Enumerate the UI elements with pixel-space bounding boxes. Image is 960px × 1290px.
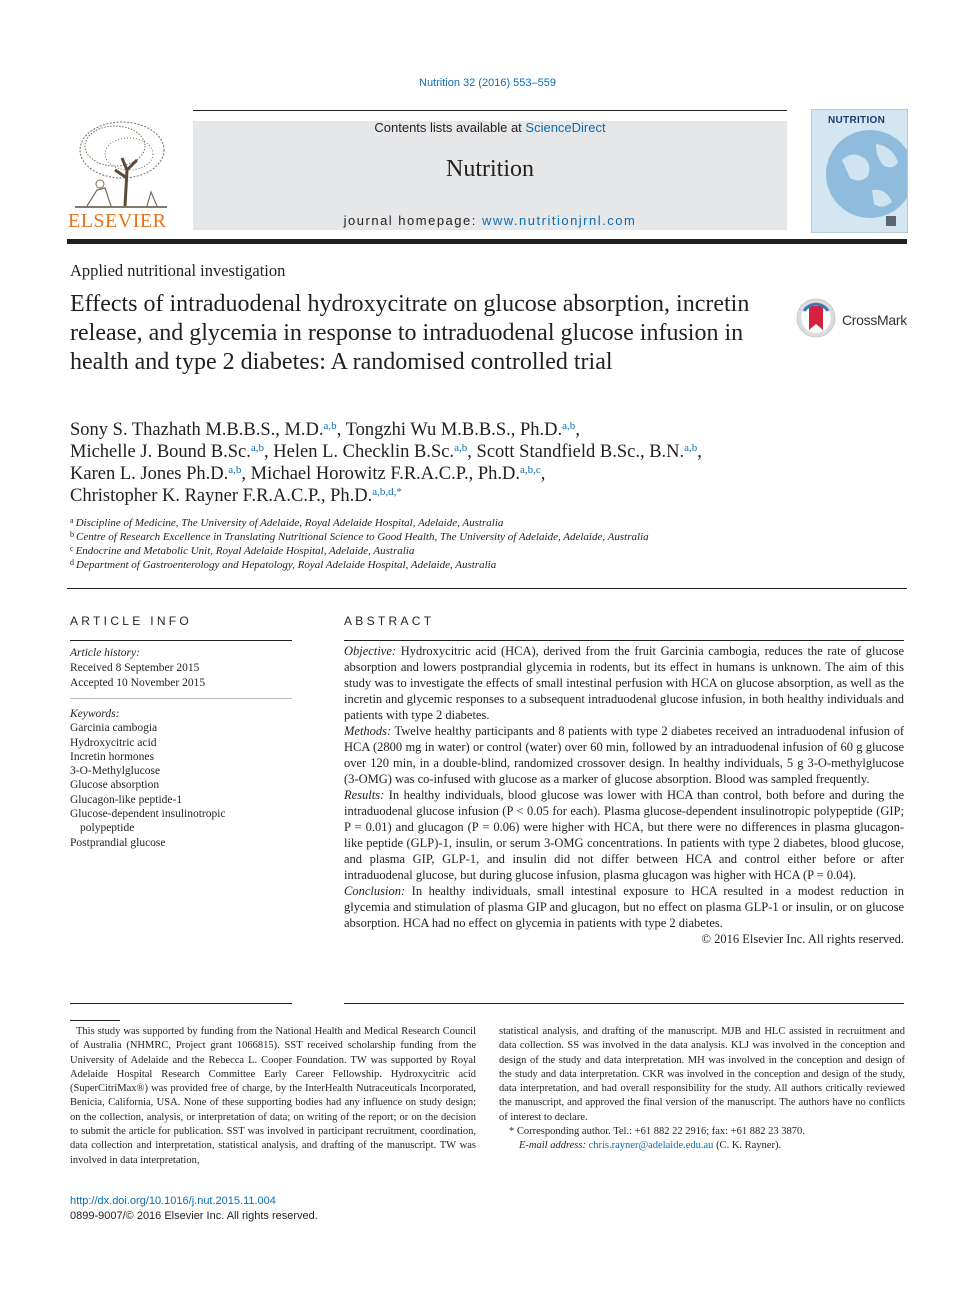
author-affiliation-marks[interactable]: a,b <box>250 442 265 454</box>
keywords-list <box>70 707 292 850</box>
keyword: Garcinia cambogia <box>70 722 158 735</box>
keywords-label: Keywords: <box>70 708 120 720</box>
results-label: Results: <box>344 788 385 802</box>
article-info-rule <box>70 640 292 641</box>
author <box>70 442 273 462</box>
homepage-link[interactable]: www.nutritionjrnl.com <box>481 213 637 228</box>
methods-label: Methods: <box>344 724 392 738</box>
author-affiliation-marks[interactable]: a,b <box>684 442 698 454</box>
title-block-rule <box>67 588 907 589</box>
footnote-rule <box>70 1020 120 1021</box>
affiliation-list <box>70 516 910 572</box>
author-separator: , <box>241 464 251 484</box>
author-affiliation-marks[interactable]: a,b <box>454 442 468 454</box>
affiliation-text: Centre of Research Excellence in Translating Nutritional Science to Good Health, The University of Adelaide, Adelaide, Australia <box>76 531 649 543</box>
header-thick-rule <box>67 239 907 244</box>
author <box>70 486 402 506</box>
conclusion-label: Conclusion: <box>344 884 406 898</box>
author-affiliation-marks[interactable]: a,b <box>323 420 337 432</box>
author-name: Christopher K. Rayner F.R.A.C.P., Ph.D. <box>70 486 373 506</box>
keyword: 3-O-Methylglucose <box>70 765 161 778</box>
contributions-text: statistical analysis, and drafting of the manuscript. MJB and HLC assisted in recruitment and data collection. SS was involved in the data analysis. KLJ was involved in the conception and design of the study and data interpretation. MH was involved in the conception and design of the study and data interpretation. CKR was involved in the conception and design of the study, data interpretation, and had overall responsibility for the study. All authors critically reviewed the manuscript, and approved the final version of the manuscript. The authors have no conflicts of interest to declare. <box>499 1026 905 1123</box>
article-info-heading: ARTICLE INFO <box>70 614 193 628</box>
author <box>273 442 476 462</box>
keyword: Glucagon-like peptide-1 <box>70 793 183 806</box>
abstract-heading: ABSTRACT <box>344 614 435 628</box>
abstract-rule <box>344 640 904 641</box>
journal-citation[interactable]: Nutrition 32 (2016) 553–559 <box>419 77 556 89</box>
author-name: Sony S. Thazhath M.B.B.S., M.D. <box>70 420 324 440</box>
author-name: Michelle J. Bound B.Sc. <box>70 442 251 462</box>
author-affiliation-marks[interactable]: a,b <box>228 464 242 476</box>
author <box>477 442 702 462</box>
affiliation-key: c <box>70 544 74 553</box>
methods-text: Twelve healthy participants and 8 patients with type 2 diabetes received an intraduodenal infusion of HCA (2800 mg in water) or control (water) over 60 min, followed by an intraduodenal infusion of 60 g glucose over 120 min, in a double-blind, randomized crossover design. In healthy individuals, 5 g 3-O-methylglucose (3-OMG) was co-infused with glucose as a marker of glucose absorption. Blood was sampled frequently. <box>344 724 904 786</box>
keyword: Hydroxycitric acid <box>70 736 157 749</box>
author-separator: , <box>540 464 546 484</box>
author-affiliation-marks[interactable]: a,b <box>562 420 576 432</box>
funding-footnote: This study was supported by funding from the National Health and Medical Research Council of Australia (NHMRC, Project grant 1066815). SST received scholarship funding from the University of Adelaide and the Rebecca L. Cooper Foundation. TW was supported by Royal Adelaide Hospital Research Committee Early Career Fellowship. Hydroxycitric acid (SuperCitriMax®) was provided free of charge, by the InterHealth Nutraceuticals Incorporated, Benicia, California, USA. None of these supporting bodies had any influence on study design; on the collection, analysis, or interpretation of data; on writing of the report; or on the decision to submit the article for publication. SST was involved in participant recruitment, coordination, data collection and interpretation, statistical analysis, and drafting of the manuscript. TW was involved in data interpretation, <box>70 1026 476 1166</box>
affiliation <box>70 516 910 530</box>
author-affiliation-marks[interactable]: a,b,d,* <box>372 486 402 498</box>
affiliation-text: Endocrine and Metabolic Unit, Royal Adelaide Hospital, Adelaide, Australia <box>75 545 415 557</box>
accepted-date: Accepted 10 November 2015 <box>70 677 206 689</box>
history-label: Article history: <box>70 647 140 659</box>
conclusion-text: In healthy individuals, small intestinal exposure to HCA resulted in a modest reduction in glycemia and stimulation of plasma GIP and glucagon, but no effect on plasma GLP-1 or insulin, or on glucose absorption. HCA had no effect on glycemia in patients with type 2 diabetes. <box>344 884 904 930</box>
objective-label: Objective: <box>344 644 397 658</box>
author-list <box>70 419 910 507</box>
abstract-objective <box>344 643 904 723</box>
author-separator: , <box>467 442 477 462</box>
author <box>70 420 346 440</box>
corresponding-author: * Corresponding author. Tel.: +61 882 22 2916; fax: +61 882 23 3870. <box>509 1126 805 1138</box>
affiliation-text: Department of Gastroenterology and Hepatology, Royal Adelaide Hospital, Adelaide, Australia <box>76 559 497 571</box>
abstract-conclusion <box>344 883 904 931</box>
affiliation-key: b <box>70 530 74 539</box>
email-suffix: (C. K. Rayner). <box>713 1140 782 1152</box>
affiliation <box>70 558 910 572</box>
author-name: Michael Horowitz F.R.A.C.P., Ph.D. <box>250 464 520 484</box>
article-history <box>70 646 292 691</box>
keyword: Incretin hormones <box>70 750 154 763</box>
abstract-copyright: © 2016 Elsevier Inc. All rights reserved. <box>701 932 904 946</box>
keyword: polypeptide <box>80 822 135 835</box>
journal-homepage <box>193 213 787 228</box>
journal-cover-thumbnail <box>811 109 908 233</box>
author <box>70 464 251 484</box>
globe-icon <box>812 110 907 232</box>
crossmark-icon[interactable] <box>796 297 836 340</box>
cover-title: NUTRITION <box>828 115 886 126</box>
affiliation <box>70 530 910 544</box>
results-text: In healthy individuals, blood glucose was lower with HCA than control, both before and during the intraduodenal glucose infusion (P < 0.05 for each). Plasma glucose-dependent insulinotropic polypeptide (GIP; P = 0.01) and glucagon (P = 0.06) were higher with HCA, but there were no differences in plasma glucagon-like peptide (GLP)-1, insulin, or serum 3-OMG concentrations. In patients with type 2 diabetes, blood glucose, and plasma GIP, GLP-1, and insulin did not differ between HCA and control either before or after intraduodenal glucose, but during glucose infusion, plasma glucagon was higher with HCA (P = 0.04). <box>344 788 904 882</box>
email-line <box>499 1139 905 1153</box>
crossmark-label[interactable]: CrossMark <box>842 312 907 328</box>
contents-line <box>193 120 787 135</box>
author-separator: , <box>336 420 346 440</box>
affiliation-key: a <box>70 516 74 525</box>
elsevier-tree-logo-icon <box>67 118 173 210</box>
author-name: Helen L. Checklin B.Sc. <box>273 442 455 462</box>
objective-text: Hydroxycitric acid (HCA), derived from the fruit Garcinia cambogia, reduces the rate of glucose absorption and lowers postprandial glycemia in rodents, but its effect in humans is unknown. The aim of this study was to investigate the effects of small intestinal perfusion with HCA on glucose absorption, as well as the incretin and glycemic responses to a subsequent intraduodenal glucose infusion, in both healthy individuals and patients with type 2 diabetes. <box>344 644 904 722</box>
author-name: Scott Standfield B.Sc., B.N. <box>476 442 685 462</box>
affiliation <box>70 544 910 558</box>
homepage-prefix: journal homepage: <box>343 213 482 228</box>
affiliation-key: d <box>70 558 74 567</box>
author-name: Tongzhi Wu M.B.B.S., Ph.D. <box>345 420 563 440</box>
author-separator: , <box>575 420 580 440</box>
abstract-results <box>344 787 904 883</box>
keywords-rule <box>70 698 292 699</box>
email-label: E-mail address: <box>519 1140 589 1152</box>
header-top-rule <box>193 110 787 111</box>
abstract-body <box>344 643 904 947</box>
article-info-bottom-rule <box>70 1003 292 1004</box>
affiliation-text: Discipline of Medicine, The University of Adelaide, Royal Adelaide Hospital, Adelaide, Australia <box>75 517 504 529</box>
contents-prefix: Contents lists available at <box>374 120 526 135</box>
abstract-bottom-rule <box>344 1003 904 1004</box>
author-affiliation-marks[interactable]: a,b,c <box>520 464 541 476</box>
author-separator: , <box>264 442 274 462</box>
received-date: Received 8 September 2015 <box>70 662 200 674</box>
journal-name: Nutrition <box>446 156 534 182</box>
article-title: Effects of intraduodenal hydroxycitrate on glucose absorption, incretin release, and glycemia in response to intraduodenal glucose infusion in health and type 2 diabetes: A randomised controlled trial <box>70 291 750 375</box>
article-section-label: Applied nutritional investigation <box>70 261 286 280</box>
sciencedirect-link[interactable]: ScienceDirect <box>525 120 606 135</box>
keyword: Glucose absorption <box>70 779 160 792</box>
abstract-methods <box>344 723 904 787</box>
keyword: Glucose-dependent insulinotropic <box>70 808 226 821</box>
author <box>346 420 580 440</box>
elsevier-wordmark: ELSEVIER <box>68 210 167 232</box>
author <box>251 464 546 484</box>
keyword: Postprandial glucose <box>70 836 166 849</box>
author-name: Karen L. Jones Ph.D. <box>70 464 229 484</box>
doi-link[interactable]: http://dx.doi.org/10.1016/j.nut.2015.11.004 <box>70 1195 276 1207</box>
contributions-footnote <box>499 1025 905 1154</box>
email-link[interactable]: chris.rayner@adelaide.edu.au <box>588 1140 714 1152</box>
issn-copyright: 0899-9007/© 2016 Elsevier Inc. All rights reserved. <box>70 1210 318 1222</box>
author-separator: , <box>697 442 702 462</box>
